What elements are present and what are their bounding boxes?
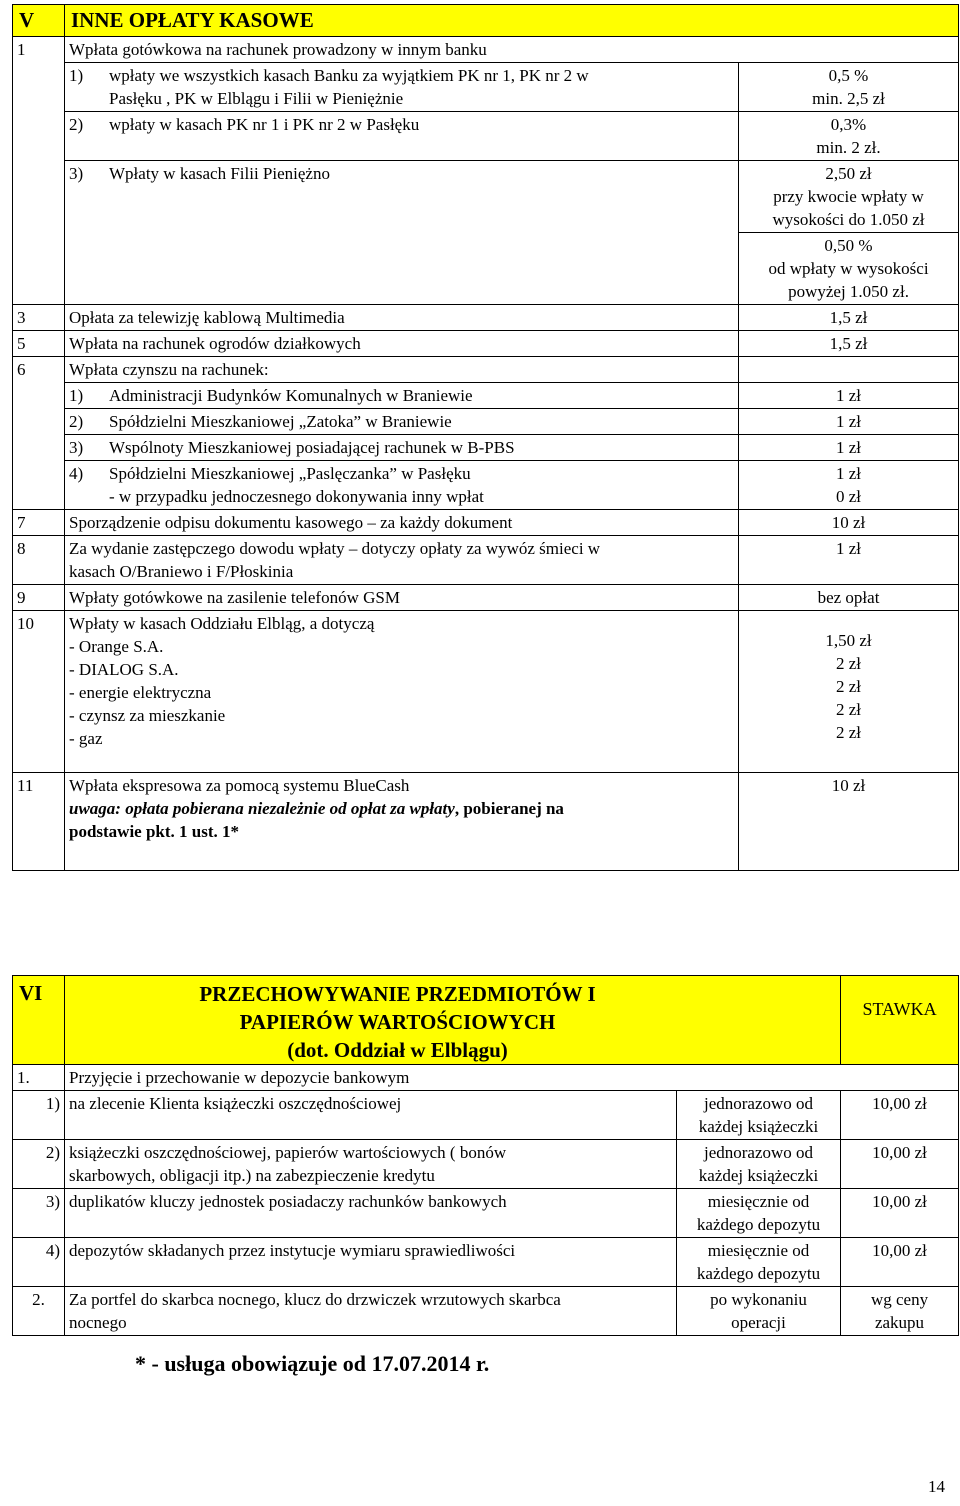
row-number: 9 xyxy=(13,585,65,611)
row-text: Za portfel do skarbca nocnego, klucz do drzwiczek wrzutowych skarbca nocnego xyxy=(65,1287,677,1336)
table-row xyxy=(13,331,959,357)
rate-cell: 10,00 zł xyxy=(841,1091,959,1140)
rate-cell: 10,00 zł xyxy=(841,1238,959,1287)
table-row xyxy=(13,461,959,510)
fee-cell: 0,3% min. 2 zł. xyxy=(739,112,959,161)
table-row xyxy=(13,409,959,435)
table-row xyxy=(13,510,959,536)
section-v-table xyxy=(12,4,959,871)
list-item: 3) Wspólnoty Mieszkaniowej posiadającej rachunek w B-PBS xyxy=(65,435,739,461)
table-row xyxy=(13,1189,959,1238)
fee-cell: 1,5 zł xyxy=(739,305,959,331)
row-number: 1. xyxy=(13,1065,65,1091)
table-row xyxy=(13,112,959,161)
row-text: Wpłaty gotówkowe na zasilenie telefonów GSM xyxy=(65,585,739,611)
table-row xyxy=(13,37,959,63)
page-number: 14 xyxy=(928,1477,945,1496)
row-number: 5 xyxy=(13,331,65,357)
table-row xyxy=(13,1238,959,1287)
row-number: 2. xyxy=(13,1287,65,1336)
section-v-header xyxy=(13,5,959,37)
table-row xyxy=(13,161,959,305)
table-row xyxy=(13,1140,959,1189)
rate-header: STAWKA xyxy=(841,976,959,1065)
rate-cell: 10,00 zł xyxy=(841,1189,959,1238)
row-text: Wpłaty w kasach Oddziału Elbląg, a dotyczą - Orange S.A. - DIALOG S.A. - energie elektryczna - czynsz za mieszkanie - gaz xyxy=(65,611,739,773)
section-vi-header xyxy=(13,976,959,1065)
mode-cell: miesięcznie od każdego depozytu xyxy=(677,1189,841,1238)
mode-cell: jednorazowo od każdej książeczki xyxy=(677,1091,841,1140)
list-item: 1) Administracji Budynków Komunalnych w Braniewie xyxy=(65,383,739,409)
table-row xyxy=(13,63,959,112)
fee-cell: 1,5 zł xyxy=(739,331,959,357)
rate-cell: wg ceny zakupu xyxy=(841,1287,959,1336)
row-text: Przyjęcie i przechowanie w depozycie bankowym xyxy=(65,1065,959,1091)
table-row xyxy=(13,383,959,409)
row-text: duplikatów kluczy jednostek posiadaczy rachunków bankowych xyxy=(65,1189,677,1238)
section-title: PRZECHOWYWANIE PRZEDMIOTÓW I PAPIERÓW WARTOŚCIOWYCH (dot. Oddział w Elblągu) xyxy=(65,976,841,1065)
table-row xyxy=(13,536,959,585)
section-number: VI xyxy=(13,976,65,1065)
mode-cell: jednorazowo od każdej książeczki xyxy=(677,1140,841,1189)
table-row xyxy=(13,773,959,871)
row-text: Wpłata ekspresowa za pomocą systemu BlueCash uwaga: opłata pobierana niezależnie od opłat za wpłaty, pobieranej na podstawie pkt. 1 ust. 1* xyxy=(65,773,739,871)
fee-cell: 10 zł xyxy=(739,510,959,536)
fee-cell: 1 zł xyxy=(739,435,959,461)
row-text: depozytów składanych przez instytucje wymiaru sprawiedliwości xyxy=(65,1238,677,1287)
fee-cell: 1 zł 0 zł xyxy=(739,461,959,510)
fee-cell: 2,50 zł przy kwocie wpłaty w wysokości do 1.050 zł 0,50 % od wpłaty w wysokości powyżej 1.050 zł. xyxy=(739,161,959,305)
row-text: Wpłata czynszu na rachunek: xyxy=(65,357,739,383)
list-item: 4) Spółdzielni Mieszkaniowej „Paslęczanka” w Pasłęku - w przypadku jednoczesnego dokonywania inny wpłat xyxy=(65,461,739,510)
mode-cell: po wykonaniu operacji xyxy=(677,1287,841,1336)
row-number: 3) xyxy=(13,1189,65,1238)
table-row xyxy=(13,585,959,611)
row-text: Za wydanie zastępczego dowodu wpłaty – dotyczy opłaty za wywóz śmieci w kasach O/Braniewo i F/Płoskinia xyxy=(65,536,739,585)
row-number: 4) xyxy=(13,1238,65,1287)
row-text: Opłata za telewizję kablową Multimedia xyxy=(65,305,739,331)
table-row xyxy=(13,305,959,331)
fee-cell: 1 zł xyxy=(739,536,959,585)
row-number: 1) xyxy=(13,1091,65,1140)
table-row xyxy=(13,1065,959,1091)
row-text: Wpłata gotówkowa na rachunek prowadzony w innym banku xyxy=(65,37,959,63)
list-item: 1) wpłaty we wszystkich kasach Banku za wyjątkiem PK nr 1, PK nr 2 w Pasłęku , PK w Elblągu i Filii w Pieniężnie xyxy=(65,63,739,112)
row-number: 8 xyxy=(13,536,65,585)
row-text: Sporządzenie odpisu dokumentu kasowego – za każdy dokument xyxy=(65,510,739,536)
row-text: książeczki oszczędnościowej, papierów wartościowych ( bonów skarbowych, obligacji itp.) na zabezpieczenie kredytu xyxy=(65,1140,677,1189)
table-row xyxy=(13,1091,959,1140)
row-number: 7 xyxy=(13,510,65,536)
section-number: V xyxy=(13,5,65,37)
fee-cell: 1 zł xyxy=(739,409,959,435)
fee-cell: 1,50 zł 2 zł 2 zł 2 zł 2 zł xyxy=(739,611,959,773)
table-row xyxy=(13,357,959,383)
rate-cell: 10,00 zł xyxy=(841,1140,959,1189)
row-number: 11 xyxy=(13,773,65,871)
section-vi-table xyxy=(12,975,959,1336)
row-number: 6 xyxy=(13,357,65,383)
row-number: 10 xyxy=(13,611,65,773)
list-item: 2) wpłaty w kasach PK nr 1 i PK nr 2 w Pasłęku xyxy=(65,112,739,161)
fee-cell: bez opłat xyxy=(739,585,959,611)
fee-cell: 0,5 % min. 2,5 zł xyxy=(739,63,959,112)
mode-cell: miesięcznie od każdego depozytu xyxy=(677,1238,841,1287)
section-title: INNE OPŁATY KASOWE xyxy=(65,5,959,37)
row-number: 3 xyxy=(13,305,65,331)
fee-cell: 1 zł xyxy=(739,383,959,409)
list-item: 2) Spółdzielni Mieszkaniowej „Zatoka” w Braniewie xyxy=(65,409,739,435)
row-number: 1 xyxy=(13,37,65,63)
footnote: * - usługa obowiązuje od 17.07.2014 r. xyxy=(135,1351,490,1376)
table-row xyxy=(13,611,959,773)
list-item: 3) Wpłaty w kasach Filii Pieniężno xyxy=(65,161,739,305)
fee-cell: 10 zł xyxy=(739,773,959,871)
row-text: Wpłata na rachunek ogrodów działkowych xyxy=(65,331,739,357)
row-number: 2) xyxy=(13,1140,65,1189)
table-row xyxy=(13,1287,959,1336)
table-row xyxy=(13,435,959,461)
row-text: na zlecenie Klienta książeczki oszczędnościowej xyxy=(65,1091,677,1140)
